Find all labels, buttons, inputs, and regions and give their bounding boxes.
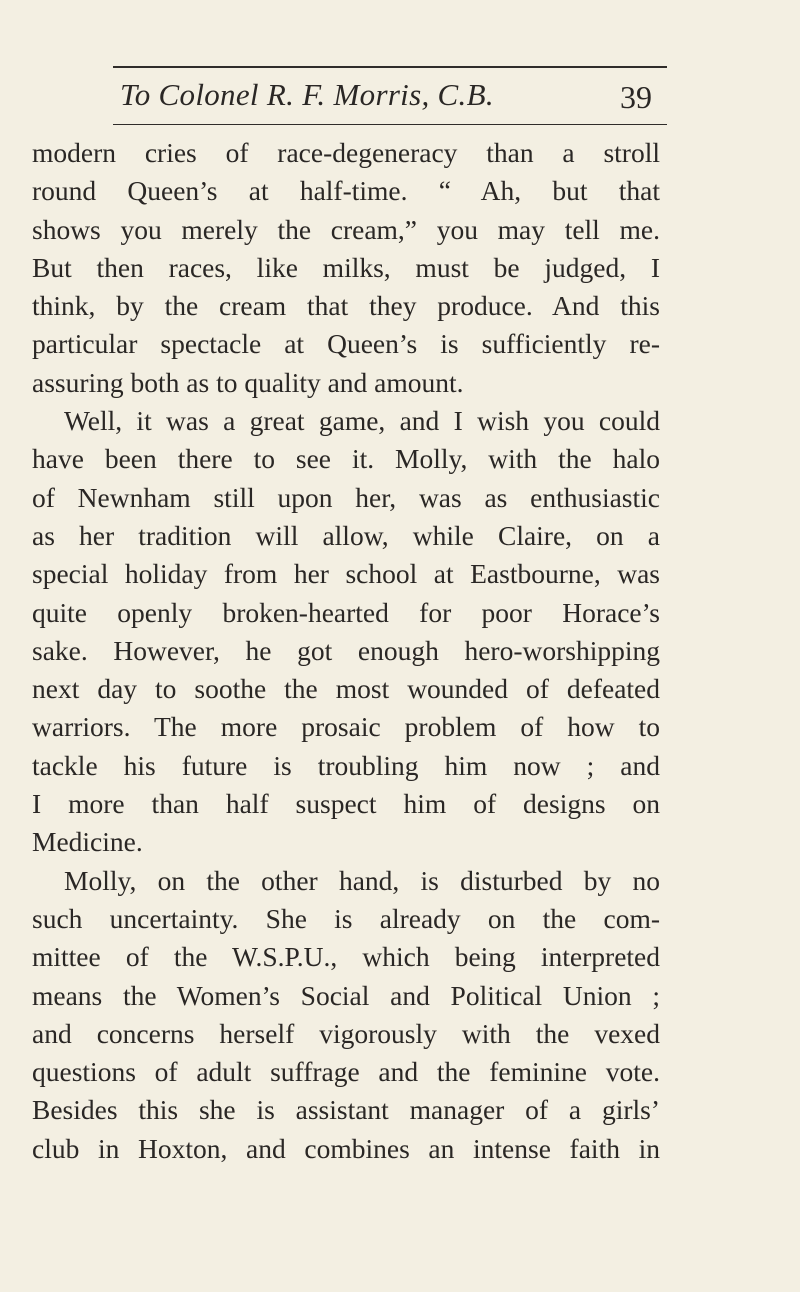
body-text xyxy=(32,134,660,1168)
text-line: round Queen’s at half-time. “ Ah, but that xyxy=(32,175,660,207)
text-line: as her tradition will allow, while Claire, on a xyxy=(32,519,660,551)
running-head xyxy=(120,70,660,120)
text-line: But then races, like milks, must be judged, I xyxy=(32,251,660,283)
page-number: 39 xyxy=(620,79,652,115)
text-line: particular spectacle at Queen’s is sufficiently re- xyxy=(32,328,660,360)
text-line: means the Women’s Social and Political Union ; xyxy=(32,979,660,1011)
text-line: questions of adult suffrage and the feminine vote. xyxy=(32,1056,660,1088)
paragraph-first-line: Well, it was a great game, and I wish you could xyxy=(64,405,660,437)
text-line: Besides this she is assistant manager of a girls’ xyxy=(32,1094,660,1126)
text-line: and concerns herself vigorously with the vexed xyxy=(32,1017,660,1049)
text-line: of Newnham still upon her, was as enthusiastic xyxy=(32,481,660,513)
paragraph-first-line: Molly, on the other hand, is disturbed by no xyxy=(64,864,660,896)
text-line: think, by the cream that they produce. And this xyxy=(32,290,660,322)
text-line: sake. However, he got enough hero-worshipping xyxy=(32,634,660,666)
text-line: I more than half suspect him of designs on xyxy=(32,788,660,820)
text-line: quite openly broken-hearted for poor Horace’s xyxy=(32,596,660,628)
text-line: tackle his future is troubling him now ; and xyxy=(32,749,660,781)
text-line: modern cries of race-degeneracy than a stroll xyxy=(32,137,660,168)
text-line: club in Hoxton, and combines an intense faith in xyxy=(32,1132,660,1164)
text-line: next day to soothe the most wounded of defeated xyxy=(32,673,660,705)
header-bottom-rule xyxy=(113,124,667,125)
text-line: warriors. The more prosaic problem of how to xyxy=(32,711,660,743)
text-line: such uncertainty. She is already on the com- xyxy=(32,902,660,934)
text-line: special holiday from her school at Eastbourne, was xyxy=(32,558,660,590)
text-line: mittee of the W.S.P.U., which being interpreted xyxy=(32,941,660,973)
running-title: To Colonel R. F. Morris, C.B. xyxy=(120,77,494,112)
header-top-rule xyxy=(113,66,667,68)
text-line: assuring both as to quality and amount. xyxy=(32,366,464,398)
text-line: shows you merely the cream,” you may tell me. xyxy=(32,213,660,245)
text-line: Medicine. xyxy=(32,826,143,858)
text-line: have been there to see it. Molly, with the halo xyxy=(32,443,660,475)
